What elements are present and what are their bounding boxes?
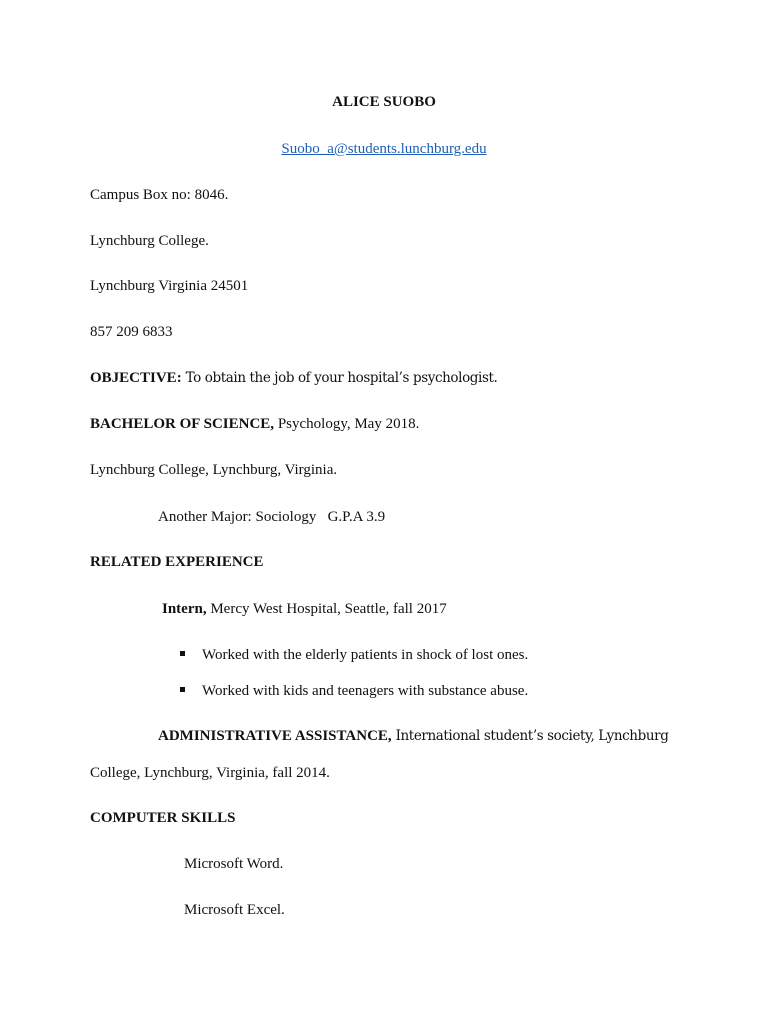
skill-item-word: Microsoft Word. [184, 856, 284, 872]
school-line: Lynchburg College, Lynchburg, Virginia. [90, 462, 338, 478]
objective-line [90, 369, 497, 387]
admin-line-continued: College, Lynchburg, Virginia, fall 2014. [90, 765, 330, 781]
bullet-marker [180, 687, 185, 692]
campus-box: Campus Box no: 8046. [90, 187, 229, 203]
experience-bullet-1: Worked with the elderly patients in shock of lost ones. [202, 647, 529, 663]
admin-line [158, 727, 668, 745]
skills-heading: COMPUTER SKILLS [90, 810, 236, 826]
college-line: Lynchburg College. [90, 233, 209, 249]
intern-label: Intern, [162, 601, 207, 617]
experience-bullet-2: Worked with kids and teenagers with substance abuse. [202, 683, 529, 699]
bullet-marker [180, 651, 185, 656]
objective-text: To obtain the job of your hospital’s psychologist. [181, 370, 498, 386]
intern-line [162, 600, 447, 618]
resume-name: ALICE SUOBO [332, 94, 436, 110]
skill-item-excel: Microsoft Excel. [184, 902, 285, 918]
intern-detail: Mercy West Hospital, Seattle, fall 2017 [206, 601, 447, 617]
email-link[interactable]: Suobo_a@students.lunchburg.edu [281, 141, 487, 157]
experience-heading: RELATED EXPERIENCE [90, 554, 264, 570]
email-row [0, 140, 768, 158]
phone-number: 857 209 6833 [90, 324, 173, 340]
admin-label: ADMINISTRATIVE ASSISTANCE, [158, 728, 392, 744]
degree-detail: Psychology, May 2018. [274, 416, 420, 432]
admin-detail: International student’s society, Lynchburg [391, 728, 669, 744]
city-state-zip: Lynchburg Virginia 24501 [90, 278, 249, 294]
minor-line: Another Major: Sociology G.P.A 3.9 [158, 509, 386, 525]
objective-label: OBJECTIVE: [90, 370, 182, 386]
degree-label: BACHELOR OF SCIENCE, [90, 416, 275, 432]
degree-line [90, 415, 419, 433]
